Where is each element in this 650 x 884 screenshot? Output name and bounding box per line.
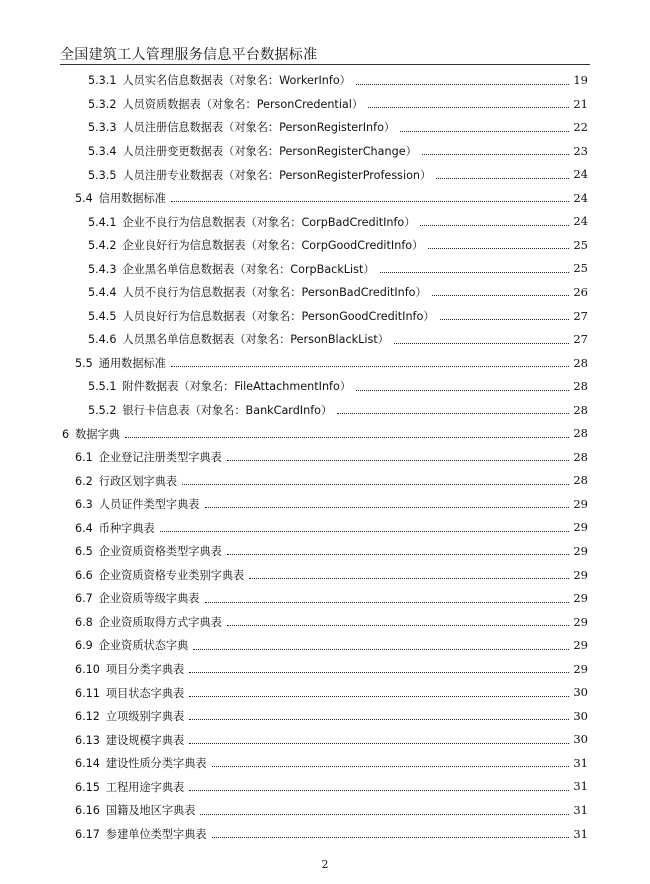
- toc-dot-leader: [227, 460, 569, 461]
- toc-entry-title: 企业资质状态字典: [98, 639, 189, 653]
- toc-dot-leader: [189, 743, 569, 744]
- toc-entry-title: 参建单位类型字典表: [105, 827, 207, 841]
- toc-entry-title: 国籍及地区字典表: [105, 804, 196, 818]
- toc-entry[interactable]: [0, 298, 650, 322]
- toc-entry-page: 25: [573, 237, 588, 252]
- toc-entry-number: 6.4: [75, 521, 93, 535]
- toc-entry-page: 31: [573, 779, 588, 794]
- toc-dot-leader: [249, 578, 569, 579]
- toc-entry[interactable]: [0, 652, 650, 676]
- toc-entry-title: 企业资质等级字典表: [98, 592, 200, 606]
- toc-entry[interactable]: [0, 416, 650, 440]
- toc-dot-leader: [205, 602, 570, 603]
- toc-entry-page: 28: [573, 426, 588, 441]
- toc-entry-number: 6.13: [75, 733, 100, 747]
- toc-entry-page: 24: [573, 190, 588, 205]
- toc-dot-leader: [227, 554, 569, 555]
- toc-entry-title: 企业资质资格专业类别字典表: [98, 568, 245, 582]
- toc-entry-page: 21: [573, 96, 588, 111]
- toc-entry-title: 人员黑名单信息数据表（对象名：PersonBlackList）: [122, 333, 389, 347]
- toc-entry-title: 人员实名信息数据表（对象名：WorkerInfo）: [122, 74, 351, 88]
- toc-entry[interactable]: [0, 322, 650, 346]
- toc-entry[interactable]: [0, 63, 650, 87]
- toc-entry-number: 6.16: [75, 804, 100, 818]
- toc-entry-title: 企业登记注册类型字典表: [98, 451, 222, 465]
- toc-entry-number: 6.5: [75, 545, 93, 559]
- page-number: 2: [321, 858, 329, 871]
- toc-entry-page: 22: [573, 120, 588, 135]
- toc-entry-number: 6.12: [75, 710, 100, 724]
- toc-entry[interactable]: [0, 134, 650, 158]
- toc-entry-page: 24: [573, 214, 588, 229]
- toc-entry-title: 人员证件类型字典表: [98, 498, 200, 512]
- toc-dot-leader: [380, 272, 570, 273]
- toc-dot-leader: [227, 625, 569, 626]
- running-header-title: 全国建筑工人管理服务信息平台数据标准: [60, 47, 318, 63]
- toc-dot-leader: [432, 295, 570, 296]
- toc-dot-leader: [200, 814, 569, 815]
- toc-entry-number: 5.3.2: [88, 97, 117, 111]
- toc-entry-title: 币种字典表: [98, 521, 155, 535]
- toc-entry-page: 29: [573, 614, 588, 629]
- toc-entry-number: 6.14: [75, 757, 100, 771]
- toc-entry-number: 5.4.3: [88, 262, 117, 276]
- toc-entry-page: 30: [573, 685, 588, 700]
- toc-entry-page: 28: [573, 355, 588, 370]
- toc-entry[interactable]: [0, 628, 650, 652]
- toc-entry-page: 24: [573, 167, 588, 182]
- toc-entry-page: 26: [573, 284, 588, 299]
- toc-dot-leader: [356, 390, 569, 391]
- toc-entry-number: 5.5.2: [88, 404, 117, 417]
- toc-entry-title: 人员良好行为信息数据表（对象名：PersonGoodCreditInfo）: [122, 309, 435, 323]
- toc-entry[interactable]: [0, 369, 650, 393]
- toc-entry-page: 29: [573, 591, 588, 606]
- toc-entry[interactable]: [0, 393, 650, 417]
- toc-entry[interactable]: [0, 722, 650, 746]
- toc-entry-number: 6.17: [75, 827, 100, 841]
- toc-entry-number: 6.10: [75, 663, 100, 677]
- toc-entry[interactable]: [0, 817, 650, 841]
- toc-entry-title: 项目状态字典表: [105, 686, 185, 700]
- toc-entry[interactable]: [0, 746, 650, 770]
- toc-entry-page: 29: [573, 638, 588, 653]
- toc-dot-leader: [212, 837, 570, 838]
- toc-dot-leader: [428, 248, 569, 249]
- toc-dot-leader: [189, 672, 569, 673]
- toc-dot-leader: [205, 507, 570, 508]
- toc-entry-page: 31: [573, 826, 588, 841]
- toc-entry-number: 5.3.1: [88, 74, 117, 88]
- toc-entry[interactable]: [0, 463, 650, 487]
- toc-dot-leader: [189, 719, 569, 720]
- toc-dot-leader: [440, 319, 570, 320]
- toc-entry-page: 19: [573, 73, 588, 88]
- toc-entry[interactable]: [0, 275, 650, 299]
- toc-entry-title: 行政区划字典表: [98, 474, 178, 488]
- toc-dot-leader: [337, 413, 569, 414]
- toc-dot-leader: [394, 343, 569, 344]
- toc-dot-leader: [189, 696, 569, 697]
- toc-entry-page: 28: [573, 379, 588, 394]
- toc-entry-number: 5.4.2: [88, 239, 117, 253]
- toc-entry-page: 30: [573, 708, 588, 723]
- toc-entry-title: 附件数据表（对象名：FileAttachmentInfo）: [122, 380, 352, 394]
- toc-entry[interactable]: [0, 110, 650, 134]
- toc-dot-leader: [356, 84, 569, 85]
- toc-entry[interactable]: [0, 534, 650, 558]
- toc-entry-number: 5.3.4: [88, 144, 117, 158]
- toc-entry-title: 企业不良行为信息数据表（对象名：CorpBadCreditInfo）: [122, 215, 416, 229]
- toc-entry[interactable]: [0, 181, 650, 205]
- toc-entry-title: 建设规模字典表: [105, 733, 185, 747]
- toc-dot-leader: [420, 225, 569, 226]
- toc-entry-page: 29: [573, 520, 588, 535]
- toc-dot-leader: [171, 366, 569, 367]
- toc-dot-leader: [193, 649, 569, 650]
- toc-entry-title: 人员注册专业数据表（对象名：PersonRegisterProfession）: [122, 168, 432, 182]
- toc-entry-page: 29: [573, 567, 588, 582]
- toc-entry-number: 6.15: [75, 780, 100, 794]
- toc-entry-title: 企业资质资格类型字典表: [98, 545, 222, 559]
- toc-dot-leader: [160, 531, 570, 532]
- toc-entry[interactable]: [0, 510, 650, 534]
- toc-entry[interactable]: [0, 346, 650, 370]
- toc-entry-number: 5.4.6: [88, 333, 117, 347]
- toc-entry-page: 31: [573, 755, 588, 770]
- toc-entry[interactable]: [0, 675, 650, 699]
- toc-entry-page: 28: [573, 402, 588, 417]
- toc-entry[interactable]: [0, 204, 650, 228]
- toc-dot-leader: [212, 766, 570, 767]
- toc-entry-number: 6.2: [75, 474, 93, 488]
- toc-entry-number: 5.4: [75, 192, 93, 206]
- toc-entry-title: 人员注册变更数据表（对象名：PersonRegisterChange）: [122, 144, 417, 158]
- toc-entry[interactable]: [0, 769, 650, 793]
- toc-entry[interactable]: [0, 699, 650, 723]
- toc-entry-page: 30: [573, 732, 588, 747]
- toc-entry-page: 28: [573, 473, 588, 488]
- toc-entry-title: 建设性质分类字典表: [105, 757, 207, 771]
- toc-entry[interactable]: [0, 157, 650, 181]
- toc-entry-title: 立项级别字典表: [105, 710, 185, 724]
- toc-entry-title: 企业资质取得方式字典表: [98, 615, 222, 629]
- toc-entry[interactable]: [0, 581, 650, 605]
- toc-dot-leader: [368, 107, 569, 108]
- toc-entry-number: 5.4.1: [88, 215, 117, 229]
- toc-entry-number: 6.8: [75, 615, 93, 629]
- toc-entry-page: 31: [573, 803, 588, 817]
- toc-entry-title: 工程用途字典表: [105, 780, 185, 794]
- toc-entry[interactable]: [0, 557, 650, 581]
- toc-entry-number: 6.6: [75, 568, 93, 582]
- toc-entry-number: 6: [62, 427, 70, 441]
- toc-dot-leader: [422, 154, 570, 155]
- toc-dot-leader: [189, 790, 569, 791]
- toc-entry-number: 5.4.5: [88, 309, 117, 323]
- toc-entry[interactable]: [0, 228, 650, 252]
- toc-entry-title: 人员不良行为信息数据表（对象名：PersonBadCreditInfo）: [122, 286, 427, 300]
- toc-entry-title: 项目分类字典表: [105, 663, 185, 677]
- toc-dot-leader: [182, 484, 569, 485]
- toc-entry-title: 数据字典: [75, 427, 120, 441]
- toc-entry-number: 6.1: [75, 451, 93, 465]
- toc-entry-number: 5.3.3: [88, 121, 117, 135]
- toc-entry-title: 银行卡信息表（对象名：BankCardInfo）: [122, 404, 333, 417]
- toc-entry-number: 5.5.1: [88, 380, 117, 394]
- toc-entry-page: 28: [573, 449, 588, 464]
- toc-entry-page: 23: [573, 143, 588, 158]
- toc-entry[interactable]: [0, 605, 650, 629]
- toc-dot-leader: [400, 131, 569, 132]
- toc-entry-page: 25: [573, 261, 588, 276]
- toc-entry-number: 5.3.5: [88, 168, 117, 182]
- toc-dot-leader: [436, 178, 569, 179]
- toc-entry-title: 人员资质数据表（对象名：PersonCredential）: [122, 97, 364, 111]
- toc-entry-page: 27: [573, 308, 588, 323]
- toc-entry-number: 6.3: [75, 498, 93, 512]
- toc-entry-title: 企业黑名单信息数据表（对象名：CorpBackList）: [122, 262, 375, 276]
- table-of-contents: [0, 63, 650, 840]
- toc-entry-title: 企业良好行为信息数据表（对象名：CorpGoodCreditInfo）: [122, 239, 424, 253]
- toc-entry-title: 信用数据标准: [98, 192, 166, 206]
- toc-entry-page: 29: [573, 661, 588, 676]
- toc-entry-number: 6.9: [75, 639, 93, 653]
- toc-entry-page: 29: [573, 543, 588, 558]
- toc-entry-page: 27: [573, 332, 588, 347]
- toc-dot-leader: [125, 437, 569, 438]
- toc-entry[interactable]: [0, 440, 650, 464]
- toc-entry-number: 5.4.4: [88, 286, 117, 300]
- toc-entry[interactable]: [0, 251, 650, 275]
- toc-entry-number: 6.11: [75, 686, 100, 700]
- toc-dot-leader: [171, 201, 569, 202]
- toc-entry-number: 5.5: [75, 356, 93, 370]
- toc-entry-title: 通用数据标准: [98, 356, 166, 370]
- toc-entry-page: 29: [573, 496, 588, 511]
- toc-entry-number: 6.7: [75, 592, 93, 606]
- toc-entry[interactable]: [0, 87, 650, 111]
- toc-entry[interactable]: [0, 487, 650, 511]
- toc-entry[interactable]: [0, 793, 650, 817]
- toc-entry-title: 人员注册信息数据表（对象名：PersonRegisterInfo）: [122, 121, 396, 135]
